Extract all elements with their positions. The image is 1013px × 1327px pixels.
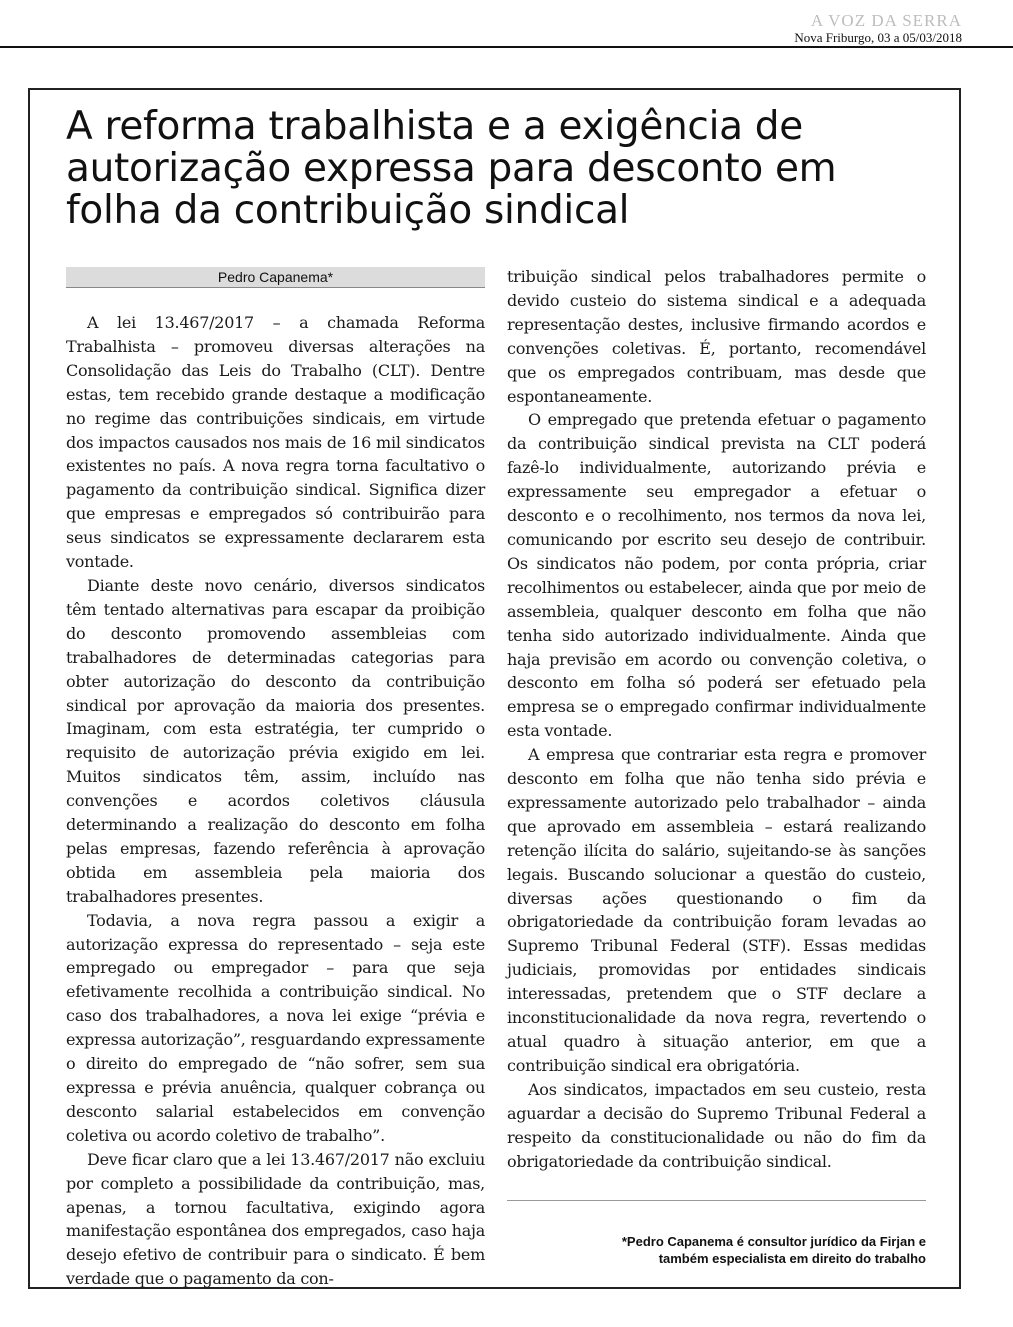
paragraph-continuation: tribuição sindical pelos trabalhadores permite o devido custeio do sistema sindical e a adequada representação destes, inclusive firmando acordos e convenções coletivas. É, portanto, recomendável que os empregados contribuam, mas desde que espontaneamente. — [507, 267, 926, 406]
right-column — [507, 265, 926, 1173]
paragraph: A lei 13.467/2017 – a chamada Reforma Trabalhista – promoveu diversas alterações na Consolidação das Leis do Trabalho (CLT). Dentre estas, tem recebido grande destaque a modificação no regime das contribuições sindicais, em virtude dos impactos causados nos mais de 16 mil sindicatos existentes no país. A nova regra torna facultativo o pagamento da contribuição sindical. Significa dizer que empresas e empregados só contribuirão para seus sindicatos se expressamente declararem esta vontade. — [66, 313, 485, 572]
footnote-line: também especialista em direito do trabalho — [658, 1251, 926, 1266]
article-headline: A reforma trabalhista e a exigência de autorização expressa para desconto em folha da contribuição sindical — [66, 104, 837, 233]
left-column — [66, 311, 485, 1291]
footnote-rule — [507, 1200, 926, 1201]
paragraph: O empregado que pretenda efetuar o pagamento da contribuição sindical prevista na CLT poderá fazê-lo individualmente, autorizando prévia e expressamente seu empregador a efetuar o desconto e o recolhimento, nos termos da nova lei, comunicando por escrito seu desejo de contribuir. Os sindicatos não podem, por conta própria, criar recolhimentos ou estabelecer, ainda que por meio de assembleia, qualquer desconto em folha que não tenha sido autorizado individualmente. Ainda que haja previsão em acordo ou convenção coletiva, o desconto em folha só poderá ser efetuado pela empresa se o empregado confirmar individualmente esta vontade. — [507, 410, 926, 741]
masthead — [562, 12, 962, 45]
paragraph: A empresa que contrariar esta regra e promover desconto em folha que não tenha sido prévia e expressamente autorizado pelo trabalhador – ainda que aprovado em assembleia – estará realizando retenção ilícita do salário, sujeitando-se às sanções legais. Buscando solucionar a questão do custeio, diversas ações questionando o fim da obrigatoriedade da contribuição foram levadas ao Supremo Tribunal Federal (STF). Essas medidas judiciais, promovidas por entidades sindicais interessadas, pretendem que o STF declare a inconstitucionalidade da nova regra, revertendo o atual quadro à situação anterior, em que a contribuição sindical era obrigatória. — [507, 745, 926, 1075]
byline: Pedro Capanema* — [66, 267, 485, 288]
newspaper-name: A VOZ DA SERRA — [810, 11, 962, 30]
footnote-line: *Pedro Capanema é consultor jurídico da Firjan e — [621, 1234, 926, 1249]
author-footnote — [507, 1233, 926, 1267]
edition-date: Nova Friburgo, 03 a 05/03/2018 — [794, 30, 962, 45]
paragraph: Todavia, a nova regra passou a exigir a autorização expressa do representado – seja este empregado ou empregador – para que seja efetivamente recolhida a contribuição sindical. No caso dos trabalhadores, a nova lei exige “prévia e expressa autorização”, resguardando expressamente o direito do empregado de “não sofrer, sem sua expressa e prévia anuência, qualquer cobrança ou desconto salarial estabelecidos em convenção coletiva ou acordo coletivo de trabalho”. — [66, 910, 485, 1145]
masthead-rule — [0, 46, 1013, 48]
paragraph: Aos sindicatos, impactados em seu custeio, resta aguardar a decisão do Supremo Tribunal Federal a respeito da constitucionalidade ou não do fim da obrigatoriedade da contribuição sindical. — [507, 1079, 926, 1171]
paragraph: Deve ficar claro que a lei 13.467/2017 não excluiu por completo a possibilidade da contribuição, mas, apenas, a tornou facultativa, exigindo agora manifestação espontânea dos empregados, caso haja desejo efetivo de contribuir para o sindicato. É bem verdade que o pagamento da con- — [66, 1149, 485, 1289]
paragraph: Diante deste novo cenário, diversos sindicatos têm tentado alternativas para escapar da proibição do desconto promovendo assembleias com trabalhadores de determinadas categorias para obter autorização do desconto da contribuição sindical por aprovação da maioria dos presentes. Imaginam, com esta estratégia, ter cumprido o requisito de autorização prévia exigido em lei. Muitos sindicatos têm, assim, incluído nas convenções e acordos coletivos cláusula determinando a realização do desconto em folha pelas empresas, fazendo referência à aprovação obtida em assembleia pela maioria dos trabalhadores presentes. — [66, 575, 485, 906]
